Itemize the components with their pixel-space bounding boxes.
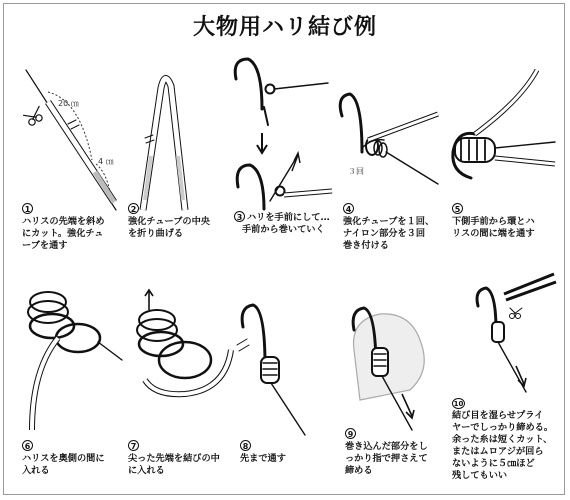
step-2-illustration [125, 60, 230, 210]
step-8-panel [235, 295, 335, 435]
step-5-number: 5 [452, 203, 463, 214]
scissors-icon [510, 308, 523, 319]
hook [242, 305, 265, 365]
step-6-panel [18, 280, 123, 440]
hook-top [235, 59, 262, 109]
step-5-illustration [445, 60, 560, 210]
pliers [504, 274, 556, 300]
coiled-knot [28, 292, 100, 352]
step-10-caption: 10 結び目を湿らせプライ ヤーでしっかり締める。 余った糸は短くカット、 またはムロアジが回ら ないように５㎝ほど 残してもいい [452, 400, 554, 481]
step-4-panel [338, 80, 443, 210]
step-9-number: 9 [345, 428, 356, 439]
length-4cm-label: 4 ㎝ [98, 157, 114, 166]
step-7-caption: 7 尖った先端を結びの中 に入れる [128, 442, 220, 476]
step-9-illustration [340, 290, 450, 435]
coiled-knot [137, 310, 211, 378]
step-10-panel [450, 270, 560, 400]
step-9-caption: 9 巻き込んだ部分をし っかり指で押さえて 締める [345, 430, 428, 476]
step-7-number: 7 [128, 440, 139, 451]
step-5-panel [445, 60, 560, 210]
hook-bottom [237, 165, 264, 209]
wrapped-knot [455, 138, 495, 162]
step-6-number: 6 [22, 440, 33, 451]
step-8-caption: 8 先まで通す [240, 442, 286, 464]
step-2-panel [125, 60, 230, 210]
scissors-icon [24, 106, 46, 126]
step-4-number: 4 [343, 203, 354, 214]
step-1-caption: 1 ハリスの先端を斜め にカット。強化チュ ーブを通す [22, 205, 105, 251]
three-turns-label: ３回 [348, 167, 364, 176]
hook [340, 94, 362, 152]
knot [492, 322, 504, 342]
step-2-number: 2 [128, 203, 139, 214]
up-arrow-icon [145, 290, 153, 310]
step-1-illustration [18, 60, 123, 210]
step-7-illustration [125, 290, 235, 440]
step-4-illustration [338, 80, 443, 210]
step-7-panel [125, 290, 235, 440]
step-9-panel [340, 290, 450, 435]
step-8-number: 8 [240, 440, 251, 451]
knot [372, 348, 388, 376]
step-6-caption: 6 ハリスを奥側の間に 入れる [22, 442, 105, 476]
step-3-illustration [228, 45, 338, 215]
step-1-panel [18, 60, 123, 210]
step-2-caption: 2 強化チューブの中央 を折り曲げる [128, 205, 210, 239]
page-title: 大物用ハリ結び例 [192, 15, 377, 40]
step-10-illustration [450, 270, 560, 400]
step-8-illustration [235, 295, 335, 435]
down-arrow-icon [257, 133, 267, 153]
step-3-caption: 3 ハリを手前にして… 手前から巻いていく [234, 211, 330, 236]
step-5-caption: 5 下側手前から環とハ リスの間に端を通す [452, 205, 535, 239]
length-20cm-label: 20 ㎝ [58, 99, 79, 108]
step-10-number: 10 [453, 400, 464, 408]
step-3-panel [228, 45, 338, 215]
step-4-caption: 4 強化チューブを１回、 ナイロン部分を３回 巻き付ける [343, 205, 435, 251]
finished-knot [261, 357, 279, 383]
step-1-number: 1 [22, 203, 33, 214]
step-3-number: 3 [234, 211, 245, 222]
step-6-illustration [18, 280, 123, 440]
